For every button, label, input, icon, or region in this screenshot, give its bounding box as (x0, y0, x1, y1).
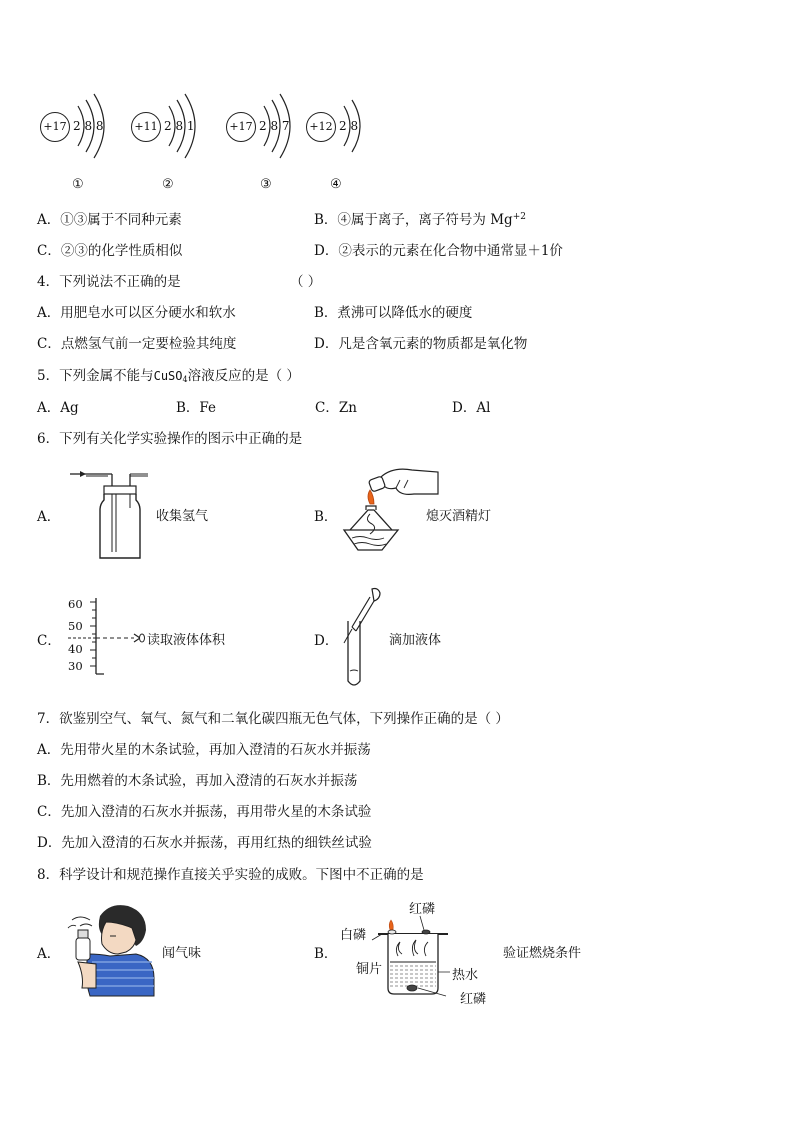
atom-number-2: ② (162, 177, 174, 192)
atom-diagram-4 (306, 100, 376, 160)
q5-option-c: C．Zn (315, 400, 357, 416)
atom-diagram-2 (131, 100, 211, 160)
q4-paren: （ ） (290, 274, 322, 290)
atom-number-4: ④ (330, 177, 342, 192)
q4-option-b: B．煮沸可以降低水的硬度 (314, 305, 473, 321)
q4-option-c: C．点燃氢气前一定要检验其纯度 (37, 336, 237, 352)
q7-option-c: C．先加入澄清的石灰水并振荡，再用带火星的木条试验 (37, 804, 372, 820)
q7-option-a: A．先用带火星的木条试验，再加入澄清的石灰水并振荡 (37, 742, 371, 758)
q3-option-d: D．②表示的元素在化合物中通常显＋1价 (314, 243, 563, 259)
gas-collection-bottle-figure (68, 468, 158, 563)
q5-stem-pre: 5．下列金属不能与 (37, 368, 154, 384)
q6-option-d-letter: D． (314, 633, 339, 649)
q7-option-d: D．先加入澄清的石灰水并振荡，再用红热的细铁丝试验 (37, 835, 372, 851)
q8-stem: 8．科学设计和规范操作直接关乎实验的成败。下图中不正确的是 (37, 867, 424, 883)
q3-option-b-charge: +2 (512, 212, 526, 222)
q6-option-c-caption: 读取液体体积 (147, 633, 226, 648)
q6-option-a-caption: 收集氢气 (156, 509, 209, 524)
q5-option-a: A．Ag (37, 400, 79, 416)
q8-option-a-letter: A． (37, 946, 61, 962)
nucleus-3: +17 (226, 112, 256, 142)
q8-option-b-caption: 验证燃烧条件 (503, 946, 582, 961)
q5-stem-post: 溶液反应的是（ ） (187, 368, 300, 384)
q8-option-b-letter: B． (314, 946, 338, 962)
electron-config-3: 2 8 7 (259, 119, 290, 133)
q6-option-b-letter: B． (314, 509, 338, 525)
q5-stem (37, 364, 300, 384)
q5-option-b: B．Fe (176, 400, 217, 416)
nucleus-1: +17 (40, 112, 70, 142)
q5-option-d: D．Al (452, 400, 491, 416)
electron-config-1: 2 8 8 (73, 119, 104, 133)
smelling-gas-figure (66, 898, 156, 998)
alcohol-lamp-figure (330, 458, 440, 558)
atom-diagram-3 (226, 100, 306, 160)
q3-option-b-text: B．④属于离子，离子符号为 Mg (314, 212, 513, 228)
q5-formula: CuSO (153, 369, 183, 383)
cylinder-tick-50: 50 (68, 619, 83, 633)
label-hot-water: 热水 (452, 968, 479, 983)
q6-option-d-caption: 滴加液体 (389, 633, 442, 648)
electron-config-2: 2 8 1 (164, 119, 195, 133)
q4-option-a: A．用肥皂水可以区分硬水和软水 (37, 305, 236, 321)
q3-option-b (314, 208, 526, 228)
q3-option-a: A．①③属于不同种元素 (37, 212, 182, 228)
cylinder-tick-30: 30 (68, 659, 83, 673)
label-red-phosphorus-top: 红磷 (409, 902, 436, 917)
q4-option-d: D．凡是含氧元素的物质都是氧化物 (314, 336, 528, 352)
nucleus-4: +12 (306, 112, 336, 142)
atom-number-1: ① (72, 177, 84, 192)
q4-stem: 4．下列说法不正确的是 (37, 274, 181, 290)
q7-option-b: B．先用燃着的木条试验，再加入澄清的石灰水并振荡 (37, 773, 358, 789)
cylinder-tick-40: 40 (68, 642, 83, 656)
q6-option-c-letter: C． (37, 633, 61, 649)
atom-diagram-1 (40, 100, 120, 160)
combustion-apparatus-figure (368, 912, 458, 1002)
q8-option-a-caption: 闻气味 (162, 946, 202, 961)
cylinder-tick-60: 60 (68, 597, 83, 611)
label-copper-sheet: 铜片 (356, 962, 383, 977)
electron-config-4: 2 8 (339, 119, 359, 133)
label-white-phosphorus: 白磷 (340, 928, 367, 943)
q5-formula-sub: 4 (182, 375, 188, 384)
q7-stem: 7．欲鉴别空气、氧气、氮气和二氧化碳四瓶无色气体，下列操作正确的是（ ） (37, 711, 509, 727)
q6-option-b-caption: 熄灭酒精灯 (426, 509, 492, 524)
q6-option-a-letter: A． (37, 509, 61, 525)
nucleus-2: +11 (131, 112, 161, 142)
dropper-test-tube-figure (340, 585, 390, 690)
label-red-phosphorus-bottom: 红磷 (460, 992, 487, 1007)
atom-number-3: ③ (260, 177, 272, 192)
q3-option-c: C．②③的化学性质相似 (37, 243, 183, 259)
q6-stem: 6．下列有关化学实验操作的图示中正确的是 (37, 431, 303, 447)
